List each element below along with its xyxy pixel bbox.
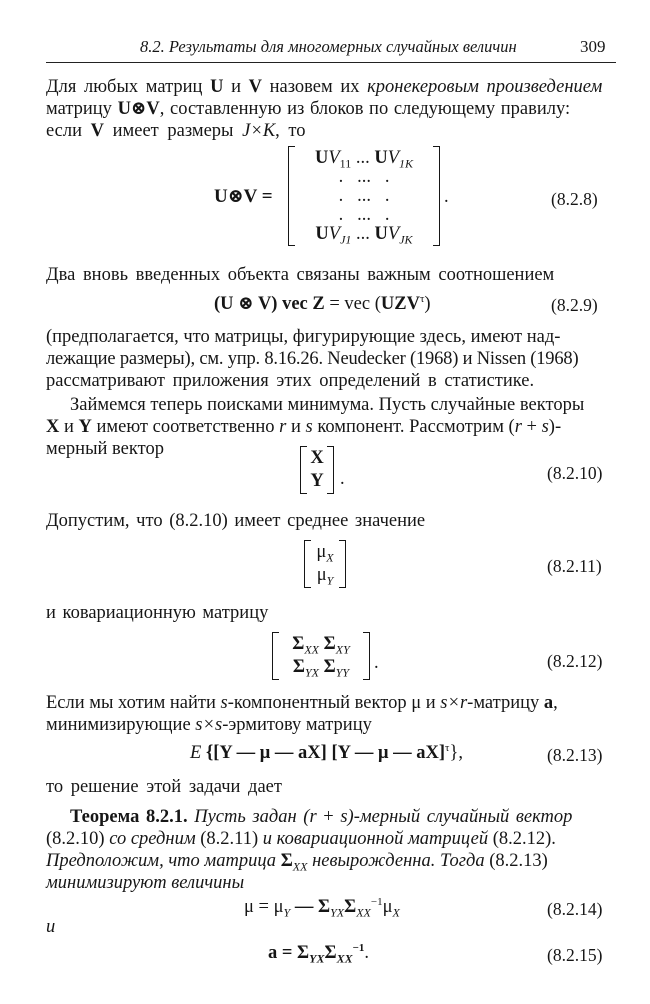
conjunction-and: и [46,917,56,937]
paragraph-dimensions-remark: (предполагается, что матрицы, фигурирующие здесь, имеют над- лежащие размеры), см. упр. 8.16.26. Neudecker (1968) и Nissen (1968) рассматривают приложения этих определений в статистике. [46,327,579,391]
eq-8-2-8-period: . [444,187,449,207]
eq-8-2-8-lhs: U⊗V = [214,186,273,207]
eq-8-2-10-vector: X Y [300,446,334,494]
header-rule [46,62,616,63]
eq-8-2-10-period: . [340,469,345,489]
paragraph-minimum-search: Займемся теперь поисками минимума. Пусть случайные векторы X и Y имеют соответственно r и s компонент. Рассмотрим (r + s)- мерный вектор [46,395,585,459]
eq-8-2-9-number: (8.2.9) [551,295,598,315]
eq-8-2-15-formula: $a = \Sigma_{YX}\Sigma_{XX}^{-1}$. [268,941,370,966]
eq-8-2-15-number: (8.2.15) [547,945,603,965]
relation-sentence: Два вновь введенных объекта связаны важным соотношением [46,265,555,285]
covariance-sentence: и ковариационную матрицу [46,603,269,623]
eq-8-2-10-number: (8.2.10) [547,463,603,483]
eq-8-2-8-number: (8.2.8) [551,189,598,209]
mean-sentence: Допустим, что (8.2.10) имеет среднее значение [46,511,426,531]
eq-8-2-12-period: . [374,653,379,673]
eq-8-2-11-number: (8.2.11) [547,556,602,576]
solution-sentence: то решение этой задачи дает [46,777,282,797]
eq-8-2-12-number: (8.2.12) [547,651,603,671]
eq-8-2-14-formula: $\mu = \mu_Y$ — $\Sigma_{YX}\Sigma_{XX}^{-1}\mu_X$ [244,895,400,920]
eq-8-2-11-vector: $\mu_X$ $\mu_Y$ [304,540,346,588]
eq-8-2-13-number: (8.2.13) [547,745,603,765]
eq-8-2-14-number: (8.2.14) [547,899,603,919]
theorem-8-2-1: Теорема 8.2.1. Пусть задан (r + s)-мерный случайный вектор (8.2.10) со средним (8.2.11) и ковариационной матрицей (8.2.12). Предположим, что матрица $\Sigma_{XX}$ невырожденна. Тогда (8.2.13) минимизируют величины [46,807,573,893]
paragraph-minimization-goal: Если мы хотим найти s-компонентный вектор μ и s×r-матрицу a, минимизирующие s×s-эрмитову матрицу [46,693,558,735]
page-number: 309 [580,37,606,56]
eq-8-2-8-block-matrix: $UV_{11}$ ... $UV_{1K}$ . ... . . ... . . ... . $UV_{J1}$ ... $UV_{JK}$ [288,146,440,246]
eq-8-2-9-formula: (U ⊗ V) vec Z = vec $(UZV^\tau)$ [214,292,431,314]
running-header-title: 8.2. Результаты для многомерных случайных величин [140,37,517,56]
eq-8-2-12-matrix: $\Sigma_{XX}$ $\Sigma_{XY}$ $\Sigma_{YX}$ $\Sigma_{YY}$ [272,632,370,680]
eq-8-2-13-formula: E {[Y — μ — aX] [Y — μ — aX]$^\tau$}, [190,741,463,763]
paragraph-kronecker-definition: Для любых матриц U и V назовем их кронекеровым произведением матрицу U⊗V, составленную из блоков по следующему правилу: если V имеет размеры J×K, то [46,77,603,141]
